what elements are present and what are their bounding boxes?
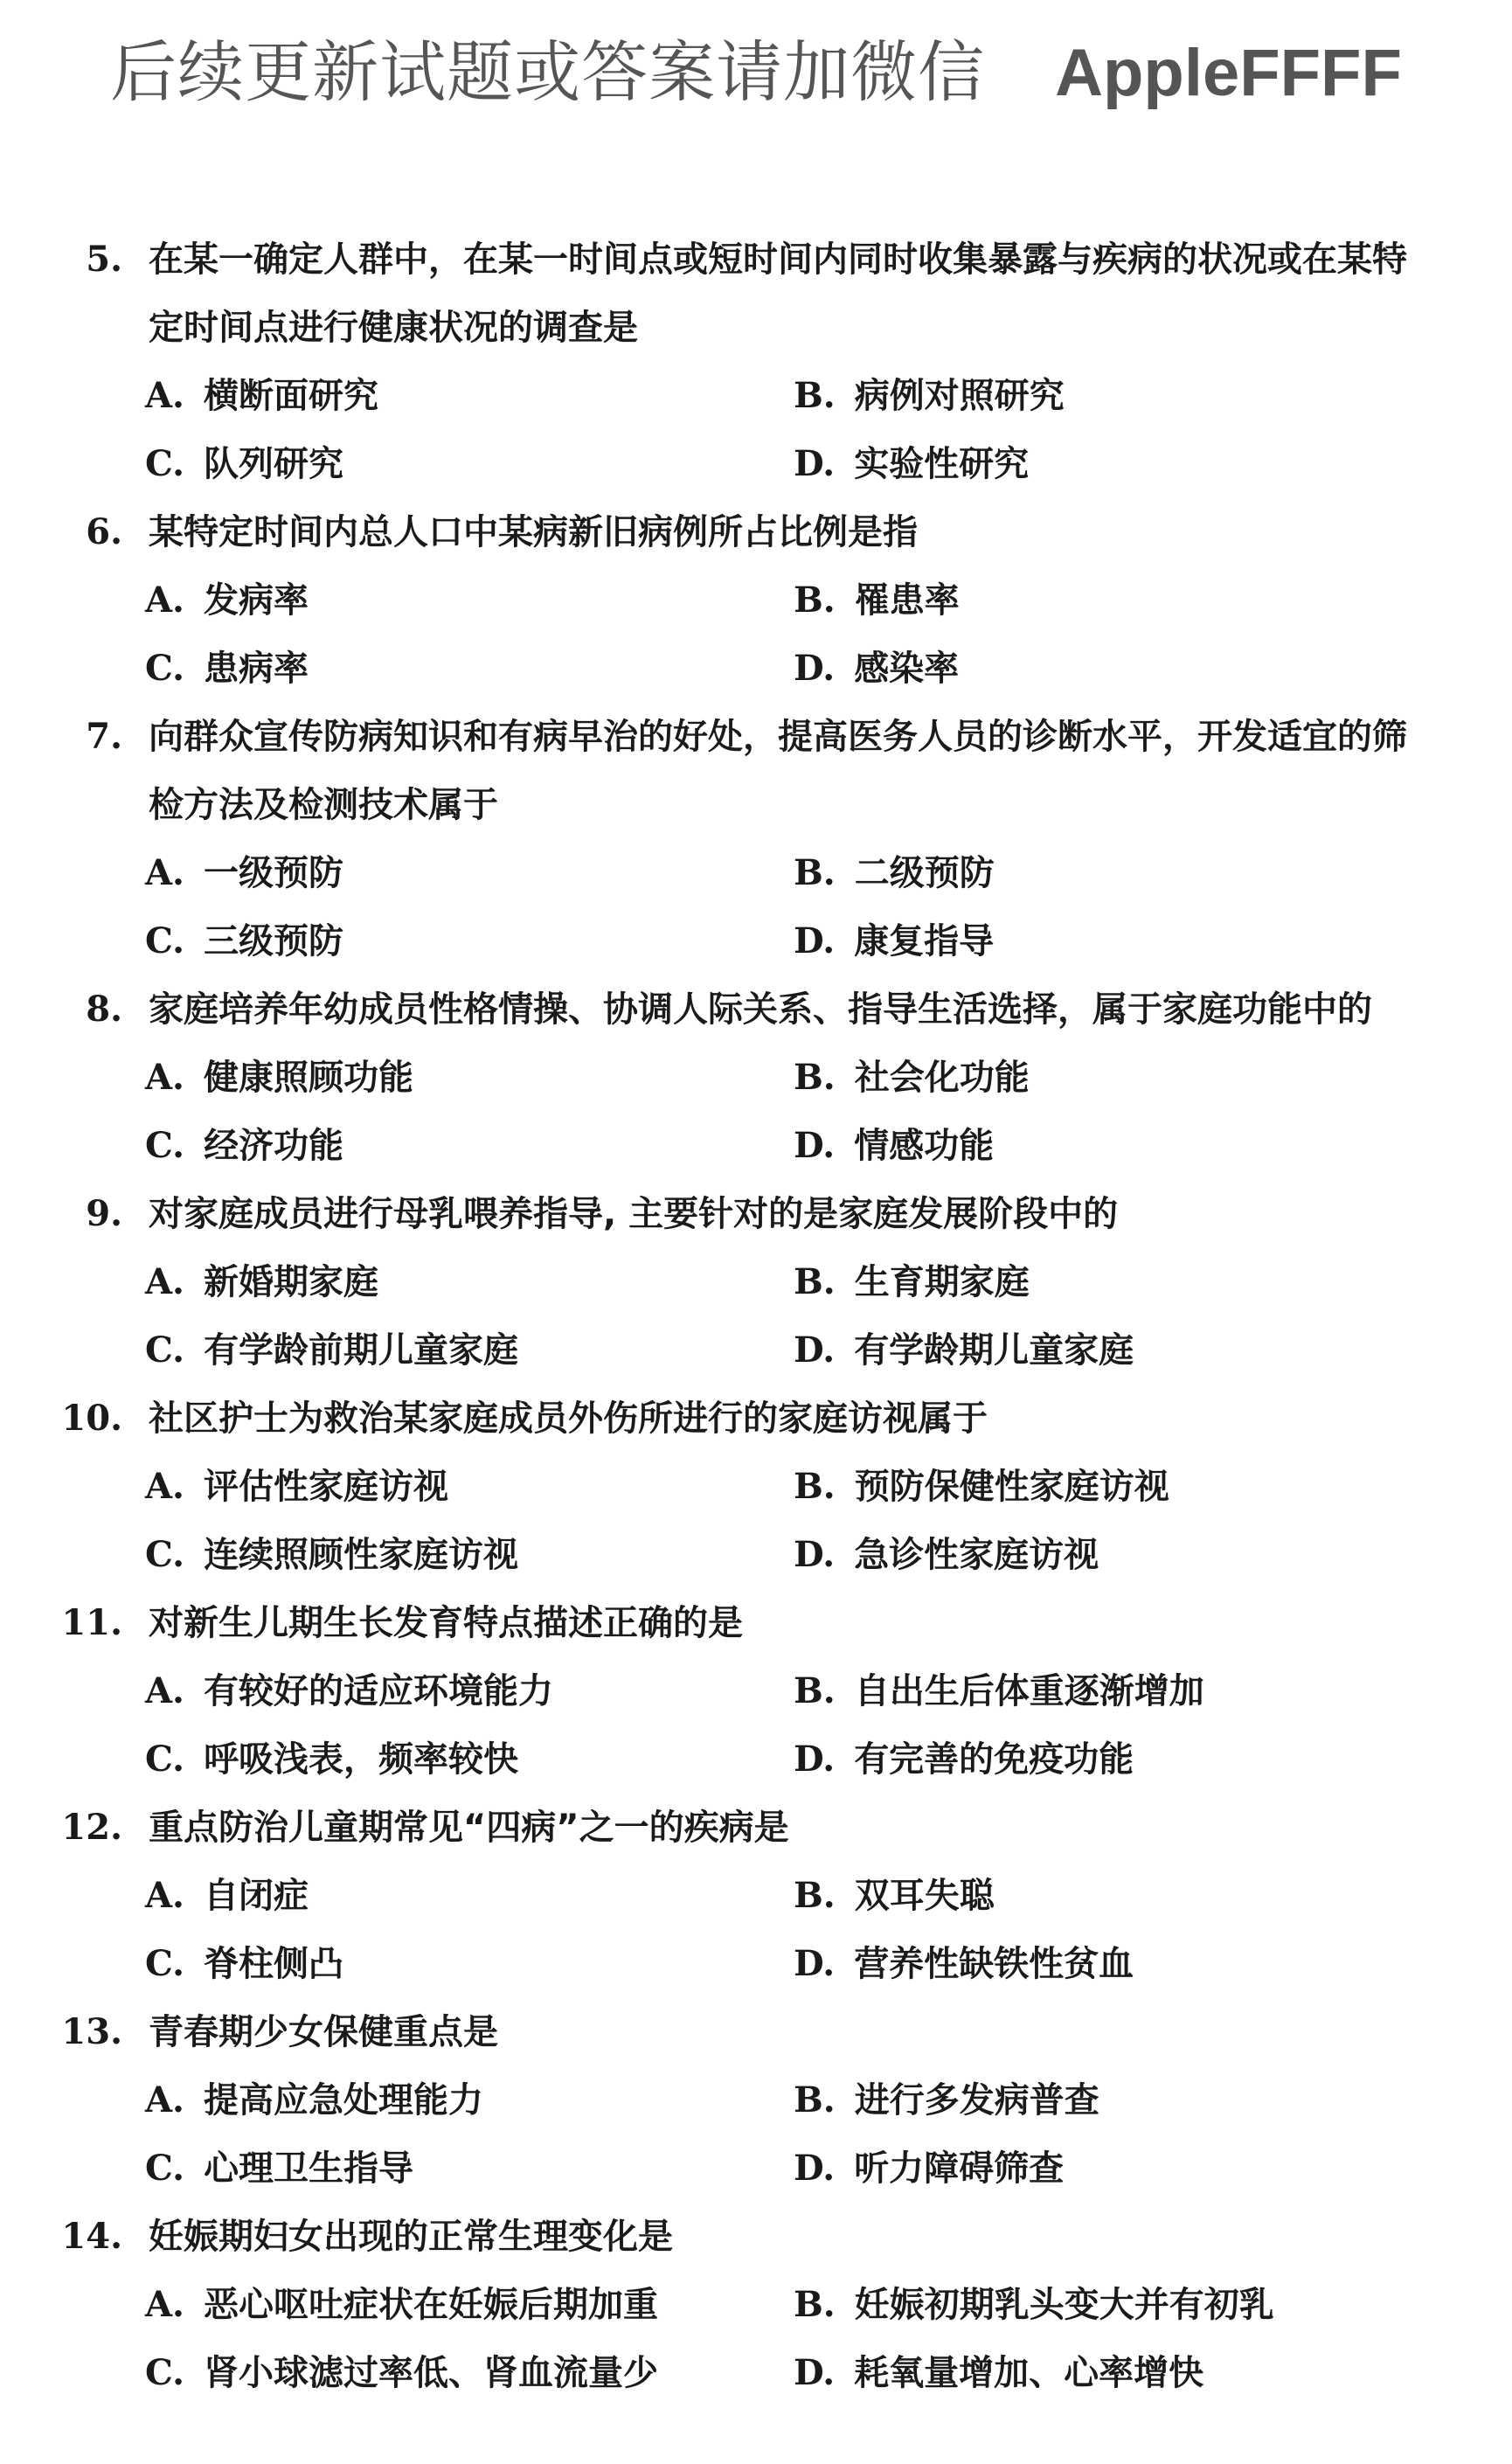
option-b xyxy=(794,1453,1169,1521)
question-number: 10. xyxy=(61,1398,122,1439)
option-text: 呼吸浅表，频率较快 xyxy=(204,1739,519,1780)
question-9 xyxy=(0,1180,1512,1385)
option-d xyxy=(794,2339,1203,2407)
option-letter: D. xyxy=(794,648,836,689)
option-a xyxy=(145,2066,483,2134)
wechat-id: AppleFFFF xyxy=(1055,36,1402,110)
option-d xyxy=(794,430,1029,498)
option-letter: D. xyxy=(794,1329,836,1371)
option-text: 患病率 xyxy=(204,649,309,689)
options-row xyxy=(0,1725,1512,1794)
option-text: 康复指导 xyxy=(854,921,995,961)
options-row xyxy=(0,1316,1512,1385)
option-b xyxy=(794,2271,1274,2339)
option-text: 恶心呕吐症状在妊娠后期加重 xyxy=(203,2285,658,2325)
question-number: 13. xyxy=(61,2011,122,2052)
option-letter: A. xyxy=(145,1261,184,1302)
option-text: 发病率 xyxy=(203,580,309,621)
option-b xyxy=(794,566,960,635)
option-c xyxy=(145,635,309,703)
option-letter: C. xyxy=(145,443,185,484)
question-number: 7. xyxy=(86,716,122,757)
option-letter: B. xyxy=(794,1466,836,1507)
option-letter: D. xyxy=(794,920,836,961)
option-letter: A. xyxy=(145,2079,184,2120)
option-letter: C. xyxy=(145,2148,185,2189)
option-a xyxy=(145,2271,658,2339)
options-row xyxy=(0,1521,1512,1589)
question-5 xyxy=(0,226,1512,498)
option-text: 连续照顾性家庭访视 xyxy=(204,1535,519,1575)
option-text: 经济功能 xyxy=(204,1126,344,1166)
question-number: 5. xyxy=(86,239,122,280)
question-14 xyxy=(0,2203,1512,2407)
option-letter: C. xyxy=(145,1739,185,1780)
question-number: 9. xyxy=(86,1193,122,1234)
exam-questions xyxy=(0,226,1512,2407)
header-title: 后续更新试题或答案请加微信 xyxy=(110,33,986,111)
option-text: 有完善的免疫功能 xyxy=(854,1739,1134,1780)
question-text: 检方法及检测技术属于 xyxy=(149,785,498,825)
option-letter: A. xyxy=(145,580,184,621)
option-text: 预防保健性家庭访视 xyxy=(854,1467,1169,1507)
option-letter: C. xyxy=(145,1943,185,1984)
option-text: 评估性家庭访视 xyxy=(203,1467,448,1507)
option-letter: B. xyxy=(794,580,836,621)
option-a xyxy=(145,1862,309,1930)
option-c xyxy=(145,907,343,975)
question-7 xyxy=(0,703,1512,975)
question-text: 对家庭成员进行母乳喂养指导, 主要针对的是家庭发展阶段中的 xyxy=(149,1194,1119,1234)
option-text: 营养性缺铁性贫血 xyxy=(854,1944,1134,1984)
question-line xyxy=(0,975,1512,1044)
option-a xyxy=(145,362,378,430)
option-c xyxy=(145,1521,518,1589)
option-text: 急诊性家庭访视 xyxy=(854,1535,1099,1575)
options-row xyxy=(0,362,1512,430)
question-text: 社区护士为救治某家庭成员外伤所进行的家庭访视属于 xyxy=(149,1399,988,1439)
question-line xyxy=(0,1998,1512,2066)
question-line xyxy=(0,294,1512,362)
option-d xyxy=(794,1930,1134,1998)
option-b xyxy=(794,1657,1204,1725)
option-c xyxy=(145,1725,518,1794)
options-row xyxy=(0,566,1512,635)
options-row xyxy=(0,1930,1512,1998)
question-text: 某特定时间内总人口中某病新旧病例所占比例是指 xyxy=(149,512,918,552)
question-8 xyxy=(0,975,1512,1180)
question-text: 在某一确定人群中，在某一时间点或短时间内同时收集暴露与疾病的状况或在某特 xyxy=(149,239,1407,280)
option-letter: B. xyxy=(794,852,836,893)
option-c xyxy=(145,1112,343,1180)
option-c xyxy=(145,1930,343,1998)
question-text: 定时间点进行健康状况的调查是 xyxy=(149,308,638,348)
option-letter: D. xyxy=(794,1534,836,1575)
option-letter: A. xyxy=(145,1057,184,1098)
option-text: 心理卫生指导 xyxy=(204,2148,414,2189)
option-text: 妊娠初期乳头变大并有初乳 xyxy=(854,2285,1274,2325)
option-text: 肾小球滤过率低、肾血流量少 xyxy=(204,2353,659,2393)
option-c xyxy=(145,2134,413,2203)
option-d xyxy=(794,1316,1134,1385)
option-text: 耗氧量增加、心率增快 xyxy=(854,2353,1204,2393)
options-row xyxy=(0,2271,1512,2339)
option-text: 提高应急处理能力 xyxy=(203,2080,483,2120)
option-letter: A. xyxy=(145,2284,184,2325)
option-d xyxy=(794,1112,994,1180)
option-text: 生育期家庭 xyxy=(854,1262,1030,1302)
options-row xyxy=(0,2066,1512,2134)
question-number: 12. xyxy=(61,1807,122,1848)
option-letter: B. xyxy=(794,1057,836,1098)
option-text: 健康照顾功能 xyxy=(203,1058,413,1098)
option-text: 自出生后体重逐渐增加 xyxy=(854,1671,1204,1711)
option-text: 双耳失聪 xyxy=(854,1876,995,1916)
option-d xyxy=(794,1725,1134,1794)
question-number: 14. xyxy=(61,2216,122,2257)
option-letter: A. xyxy=(145,375,184,416)
option-c xyxy=(145,1316,518,1385)
option-text: 自闭症 xyxy=(203,1876,309,1916)
options-row xyxy=(0,635,1512,703)
options-row xyxy=(0,839,1512,907)
option-letter: A. xyxy=(145,1875,184,1916)
option-text: 队列研究 xyxy=(204,444,344,484)
option-letter: D. xyxy=(794,1943,836,1984)
question-text: 向群众宣传防病知识和有病早治的好处，提高医务人员的诊断水平，开发适宜的筛 xyxy=(149,717,1407,757)
option-text: 有学龄期儿童家庭 xyxy=(854,1330,1134,1371)
option-text: 一级预防 xyxy=(203,853,343,893)
option-text: 实验性研究 xyxy=(854,444,1030,484)
options-row xyxy=(0,1657,1512,1725)
option-a xyxy=(145,1657,553,1725)
question-11 xyxy=(0,1589,1512,1794)
option-letter: D. xyxy=(794,443,836,484)
options-row xyxy=(0,1862,1512,1930)
option-letter: C. xyxy=(145,1125,185,1166)
option-letter: B. xyxy=(794,2284,836,2325)
question-line xyxy=(0,771,1512,839)
question-10 xyxy=(0,1385,1512,1589)
option-text: 罹患率 xyxy=(854,580,960,621)
option-text: 横断面研究 xyxy=(203,376,378,416)
option-letter: D. xyxy=(794,1125,836,1166)
option-letter: B. xyxy=(794,1670,836,1711)
option-b xyxy=(794,362,1065,430)
option-d xyxy=(794,907,994,975)
option-letter: C. xyxy=(145,2352,185,2393)
options-row xyxy=(0,1453,1512,1521)
option-letter: C. xyxy=(145,1329,185,1371)
option-text: 社会化功能 xyxy=(854,1058,1030,1098)
option-b xyxy=(794,2066,1099,2134)
option-letter: A. xyxy=(145,1670,184,1711)
option-a xyxy=(145,1453,448,1521)
question-line xyxy=(0,1385,1512,1453)
option-b xyxy=(794,1044,1030,1112)
option-letter: C. xyxy=(145,1534,185,1575)
option-text: 三级预防 xyxy=(204,921,344,961)
option-letter: D. xyxy=(794,2352,836,2393)
options-row xyxy=(0,1112,1512,1180)
question-line xyxy=(0,1180,1512,1248)
option-text: 新婚期家庭 xyxy=(203,1262,378,1302)
option-letter: D. xyxy=(794,2148,836,2189)
option-d xyxy=(794,1521,1099,1589)
question-text: 妊娠期妇女出现的正常生理变化是 xyxy=(149,2217,673,2257)
option-text: 感染率 xyxy=(854,649,960,689)
options-row xyxy=(0,2134,1512,2203)
option-letter: A. xyxy=(145,1466,184,1507)
option-b xyxy=(794,1248,1030,1316)
option-text: 有较好的适应环境能力 xyxy=(203,1671,553,1711)
option-letter: B. xyxy=(794,1875,836,1916)
option-a xyxy=(145,1248,378,1316)
question-text: 对新生儿期生长发育特点描述正确的是 xyxy=(149,1603,743,1643)
option-letter: B. xyxy=(794,375,836,416)
question-line xyxy=(0,2203,1512,2271)
option-text: 听力障碍筛查 xyxy=(854,2148,1065,2189)
option-letter: C. xyxy=(145,920,185,961)
question-13 xyxy=(0,1998,1512,2203)
options-row xyxy=(0,1248,1512,1316)
options-row xyxy=(0,1044,1512,1112)
question-line xyxy=(0,226,1512,294)
question-number: 6. xyxy=(86,511,122,552)
option-text: 情感功能 xyxy=(854,1126,995,1166)
option-text: 病例对照研究 xyxy=(854,376,1065,416)
question-number: 11. xyxy=(61,1602,122,1643)
options-row xyxy=(0,907,1512,975)
watermark-header xyxy=(0,19,1512,115)
question-number: 8. xyxy=(86,989,122,1030)
option-d xyxy=(794,635,959,703)
option-letter: B. xyxy=(794,1261,836,1302)
option-text: 二级预防 xyxy=(854,853,995,893)
question-text: 重点防治儿童期常见“四病”之一的疾病是 xyxy=(149,1808,789,1848)
option-letter: C. xyxy=(145,648,185,689)
option-a xyxy=(145,839,343,907)
option-text: 有学龄前期儿童家庭 xyxy=(204,1330,519,1371)
question-line xyxy=(0,498,1512,566)
question-line xyxy=(0,1589,1512,1657)
question-6 xyxy=(0,498,1512,703)
option-letter: A. xyxy=(145,852,184,893)
question-text: 青春期少女保健重点是 xyxy=(149,2012,498,2052)
question-12 xyxy=(0,1794,1512,1998)
option-d xyxy=(794,2134,1064,2203)
option-b xyxy=(794,839,995,907)
option-letter: D. xyxy=(794,1739,836,1780)
options-row xyxy=(0,430,1512,498)
question-text: 家庭培养年幼成员性格情操、协调人际关系、指导生活选择，属于家庭功能中的 xyxy=(149,989,1372,1030)
question-line xyxy=(0,1794,1512,1862)
option-text: 脊柱侧凸 xyxy=(204,1944,344,1984)
option-b xyxy=(794,1862,995,1930)
option-c xyxy=(145,430,343,498)
option-a xyxy=(145,566,309,635)
options-row xyxy=(0,2339,1512,2407)
question-line xyxy=(0,703,1512,771)
option-a xyxy=(145,1044,413,1112)
option-text: 进行多发病普查 xyxy=(854,2080,1099,2120)
option-letter: B. xyxy=(794,2079,836,2120)
option-c xyxy=(145,2339,658,2407)
